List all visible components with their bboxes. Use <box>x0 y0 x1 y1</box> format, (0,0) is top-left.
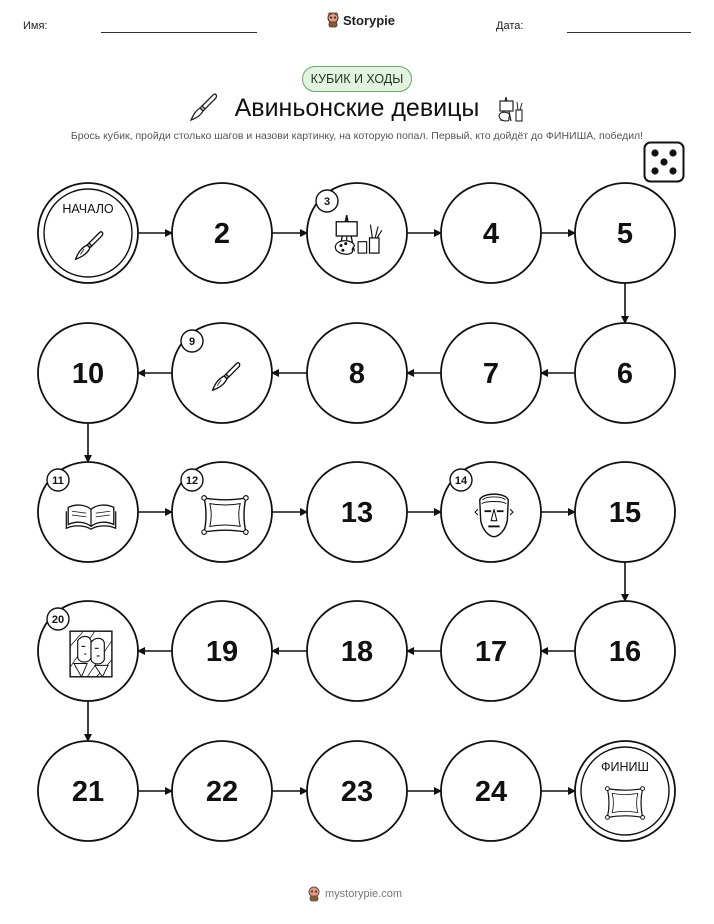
storypie-mascot-icon <box>307 886 321 902</box>
cell-number: 22 <box>205 776 239 808</box>
board-cell-7 <box>441 323 541 423</box>
board-cell-4 <box>441 183 541 283</box>
board-cell-17 <box>441 601 541 701</box>
footer <box>307 886 402 902</box>
board-cell-10 <box>38 323 138 423</box>
cell-number: 7 <box>482 358 500 390</box>
board-cell-6 <box>575 323 675 423</box>
cell-number: 8 <box>348 358 366 390</box>
board-cell-5 <box>575 183 675 283</box>
instructions: Брось кубик, пройди столько шагов и назови картинку, на которую попал. Первый, кто дойдёт до ФИНИША, победил! <box>70 130 644 142</box>
cell-number: 15 <box>608 497 642 529</box>
start-label: НАЧАЛО <box>62 202 114 216</box>
cell-number-small: 11 <box>52 475 64 487</box>
cell-number: 24 <box>474 776 508 808</box>
board-cell-22 <box>172 741 272 841</box>
date-label: Дата: <box>496 20 524 32</box>
board-cell-2 <box>172 183 272 283</box>
logo-text: Storypie <box>343 12 396 28</box>
board-cell-21 <box>38 741 138 841</box>
cell-number-small: 9 <box>188 336 196 348</box>
canvas-frame-icon <box>605 787 644 820</box>
board-cell-11 <box>38 462 138 562</box>
cell-number: 10 <box>71 358 105 390</box>
cell-number-small: 20 <box>51 614 65 626</box>
cell-circle <box>38 183 138 283</box>
board-cell-19 <box>172 601 272 701</box>
board-cell-15 <box>575 462 675 562</box>
cell-number-small: 12 <box>185 475 199 487</box>
footer-url: mystorypie.com <box>325 888 403 900</box>
cell-number: 18 <box>340 636 374 668</box>
canvas-frame-icon <box>202 496 248 535</box>
board-cell-16 <box>575 601 675 701</box>
cell-number: 19 <box>205 636 239 668</box>
cell-number: 16 <box>608 636 642 668</box>
page-title: Авиньонские девицы <box>234 94 480 122</box>
name-label: Имя: <box>23 20 48 32</box>
board-cell-8 <box>307 323 407 423</box>
cell-number: 4 <box>482 218 500 250</box>
cell-number-small: 3 <box>323 196 331 208</box>
cell-number: 23 <box>340 776 374 808</box>
cell-number: 17 <box>474 636 508 668</box>
board-cell-1 <box>38 183 138 283</box>
board-cell-3 <box>307 183 407 283</box>
cell-number: 21 <box>71 776 105 808</box>
cell-number: 2 <box>213 218 231 250</box>
cell-number: 13 <box>340 497 374 529</box>
board-cell-12 <box>172 462 272 562</box>
open-book-icon <box>66 505 115 529</box>
board-cell-18 <box>307 601 407 701</box>
board-cell-13 <box>307 462 407 562</box>
cubist-faces-icon <box>70 631 112 677</box>
finish-label: ФИНИШ <box>601 760 649 774</box>
board-cell-20 <box>38 601 138 701</box>
cell-number-small: 14 <box>454 475 468 487</box>
board-cell-25 <box>575 741 675 841</box>
board-cell-9 <box>172 323 272 423</box>
board-cell-14 <box>441 462 541 562</box>
board-cell-24 <box>441 741 541 841</box>
cell-number: 5 <box>616 218 634 250</box>
category-badge: КУБИК И ХОДЫ <box>302 66 412 92</box>
cell-number: 6 <box>616 358 634 390</box>
board-cell-23 <box>307 741 407 841</box>
